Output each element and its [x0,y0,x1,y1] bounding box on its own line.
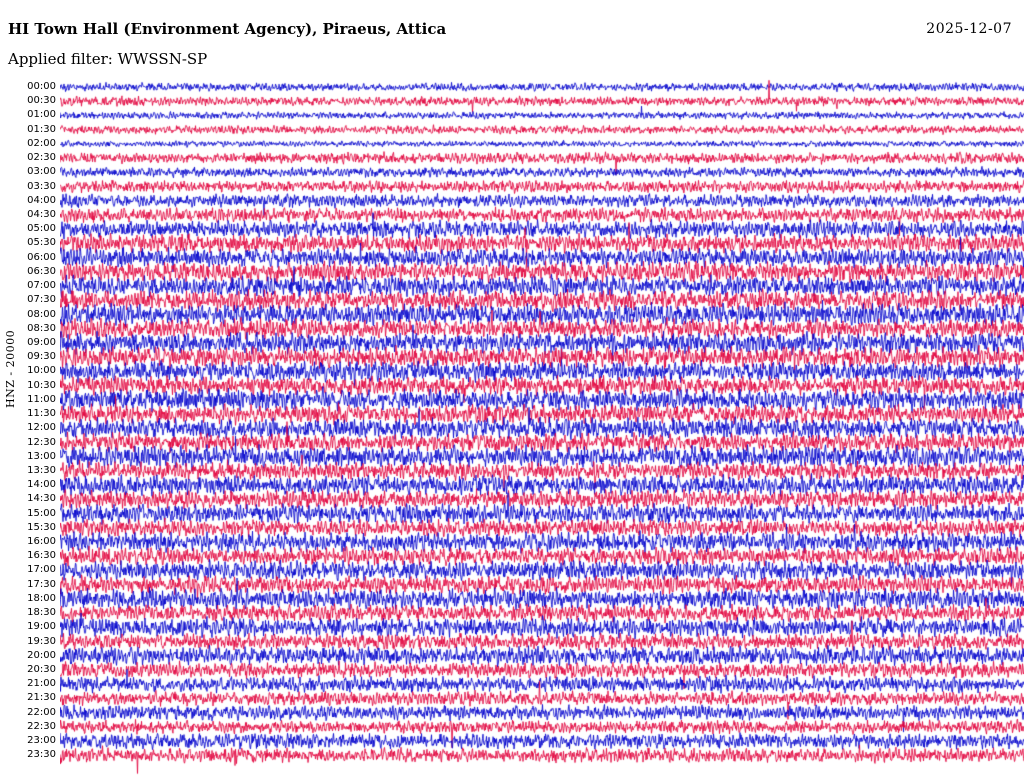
time-tick-label: 08:00 [27,308,56,320]
time-tick-label: 06:00 [27,251,56,263]
time-tick-label: 11:00 [27,393,56,405]
time-axis [0,78,56,778]
time-tick-label: 16:00 [27,536,56,548]
time-tick-label: 21:30 [27,692,56,704]
filter-label: Applied filter: WWSSN-SP [8,50,208,68]
time-tick-label: 20:30 [27,664,56,676]
time-tick-label: 19:30 [27,635,56,647]
time-tick-label: 02:00 [27,137,56,149]
time-tick-label: 05:30 [27,237,56,249]
time-tick-label: 22:30 [27,720,56,732]
time-tick-label: 08:30 [27,322,56,334]
time-tick-label: 12:30 [27,436,56,448]
y-axis-label: HNZ - 20000 [4,329,17,408]
time-tick-label: 15:30 [27,521,56,533]
time-tick-label: 21:00 [27,678,56,690]
time-tick-label: 22:00 [27,706,56,718]
time-tick-label: 20:00 [27,649,56,661]
time-tick-label: 09:00 [27,336,56,348]
time-tick-label: 02:30 [27,152,56,164]
time-tick-label: 07:30 [27,294,56,306]
time-tick-label: 01:30 [27,123,56,135]
time-tick-label: 17:00 [27,564,56,576]
date-label: 2025-12-07 [926,21,1012,37]
time-tick-label: 18:00 [27,592,56,604]
time-tick-label: 05:00 [27,223,56,235]
time-tick-label: 11:30 [27,408,56,420]
time-tick-label: 10:00 [27,365,56,377]
page-title: HI Town Hall (Environment Agency), Piraeus, Attica [8,20,447,38]
chart-header [0,0,1024,78]
time-tick-label: 14:30 [27,493,56,505]
time-tick-label: 16:30 [27,550,56,562]
time-tick-label: 14:00 [27,479,56,491]
time-tick-label: 09:30 [27,351,56,363]
time-tick-label: 00:30 [27,95,56,107]
time-tick-label: 06:30 [27,265,56,277]
time-tick-label: 15:00 [27,507,56,519]
time-tick-label: 23:30 [27,749,56,761]
time-tick-label: 01:00 [27,109,56,121]
time-tick-label: 18:30 [27,607,56,619]
time-tick-label: 03:00 [27,166,56,178]
time-tick-label: 13:30 [27,464,56,476]
time-tick-label: 17:30 [27,578,56,590]
time-tick-label: 19:00 [27,621,56,633]
time-tick-label: 04:30 [27,208,56,220]
time-tick-label: 03:30 [27,180,56,192]
time-tick-label: 04:00 [27,194,56,206]
time-tick-label: 00:00 [27,81,56,92]
time-tick-label: 07:00 [27,280,56,292]
helicorder-plot [0,78,1024,778]
time-tick-label: 10:30 [27,379,56,391]
time-tick-label: 13:00 [27,450,56,462]
time-tick-label: 23:00 [27,735,56,747]
seismogram-traces [60,78,1024,778]
time-tick-label: 12:00 [27,422,56,434]
